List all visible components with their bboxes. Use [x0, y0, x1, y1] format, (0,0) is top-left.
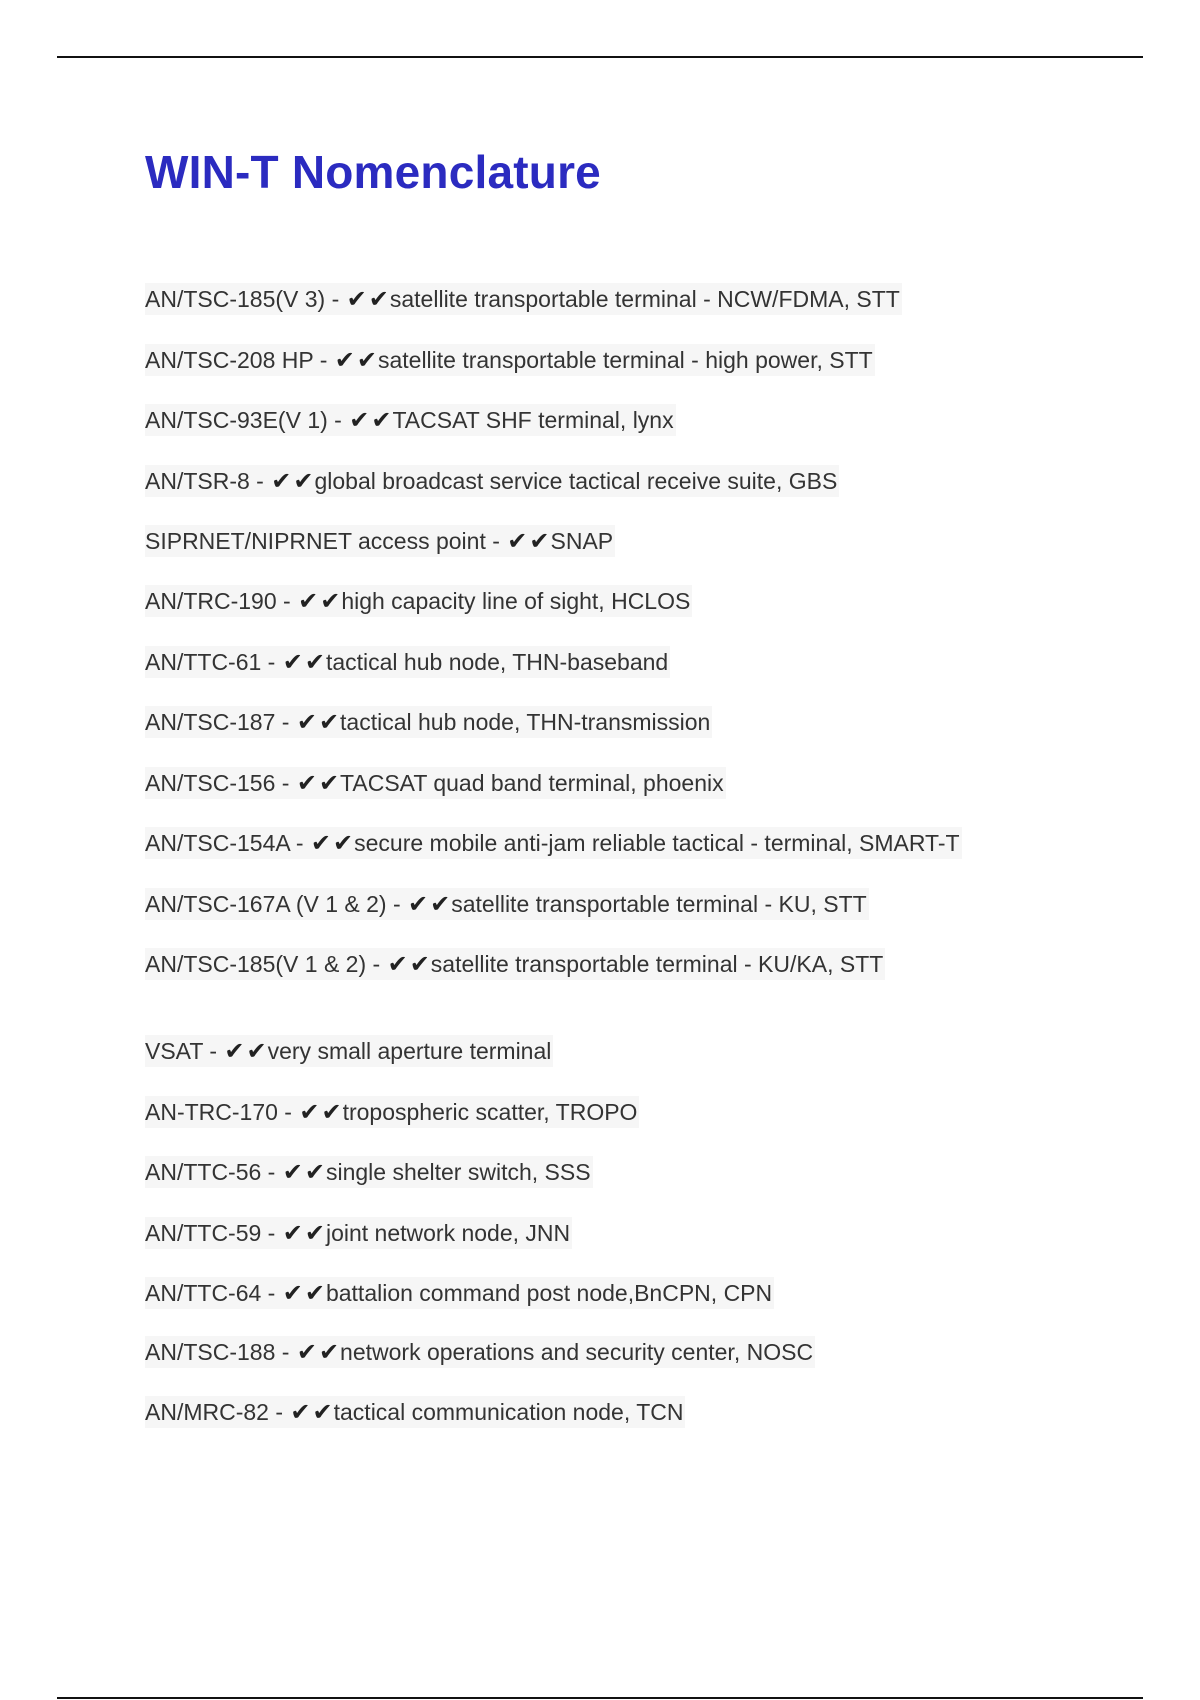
check-icon: ✔ [318, 769, 340, 797]
entry-definition: network operations and security center, NOSC [340, 1339, 814, 1365]
check-icon: ✔ [246, 1037, 267, 1065]
check-icon: ✔ [304, 1219, 325, 1247]
entry-term: AN/TSC-156 - [145, 770, 290, 796]
list-item [145, 1396, 685, 1428]
entry-definition: joint network node, JNN [325, 1220, 571, 1246]
entry-definition: satellite transportable terminal - high power, STT [377, 347, 873, 373]
check-icon: ✔ [371, 406, 392, 434]
check-icon: ✔ [296, 1338, 317, 1366]
check-icon: ✔ [387, 950, 408, 978]
entry-term: AN/MRC-82 - [145, 1399, 284, 1425]
list-item [145, 948, 885, 980]
page-title: WIN-T Nomenclature [145, 146, 601, 198]
entry-definition: TACSAT quad band terminal, phoenix [340, 770, 724, 796]
check-icon: ✔ [318, 1338, 340, 1366]
check-icon: ✔ [298, 587, 319, 615]
check-icon: ✔ [290, 1398, 311, 1426]
entry-term: AN/TSC-185(V 1 & 2) - [145, 951, 381, 977]
entry-term: VSAT - [145, 1038, 217, 1064]
entry-term: AN/TSC-93E(V 1) - [145, 407, 342, 433]
check-icon: ✔ [349, 406, 370, 434]
check-icon: ✔ [296, 769, 317, 797]
entry-term: AN-TRC-170 - [145, 1099, 292, 1125]
check-icon: ✔ [304, 1158, 325, 1186]
entry-term: AN/TSC-154A - [145, 830, 304, 856]
list-item [145, 706, 712, 738]
entry-definition: very small aperture terminal [267, 1038, 552, 1064]
entry-definition: satellite transportable terminal - NCW/FDMA, STT [389, 286, 900, 312]
entry-term: AN/TSC-188 - [145, 1339, 290, 1365]
check-icon: ✔ [282, 1219, 303, 1247]
entry-definition: global broadcast service tactical receive suite, GBS [314, 468, 838, 494]
check-icon: ✔ [296, 708, 317, 736]
list-item [145, 283, 902, 315]
check-icon: ✔ [333, 829, 354, 857]
list-item [145, 1336, 815, 1368]
list-item [145, 646, 670, 678]
list-item [145, 1035, 553, 1067]
list-item [145, 585, 692, 617]
entry-term: AN/TRC-190 - [145, 588, 291, 614]
check-icon: ✔ [224, 1037, 245, 1065]
check-icon: ✔ [408, 890, 429, 918]
check-icon: ✔ [346, 285, 367, 313]
check-icon: ✔ [282, 1279, 303, 1307]
check-icon: ✔ [282, 648, 303, 676]
list-item [145, 1217, 572, 1249]
entry-definition: TACSAT SHF terminal, lynx [392, 407, 674, 433]
entry-term: SIPRNET/NIPRNET access point - [145, 528, 500, 554]
entry-definition: tactical hub node, THN-transmission [340, 709, 711, 735]
entry-term: AN/TTC-64 - [145, 1280, 276, 1306]
entry-term: AN/TTC-56 - [145, 1159, 276, 1185]
entry-definition: satellite transportable terminal - KU, STT [451, 891, 867, 917]
entry-definition: tropospheric scatter, TROPO [342, 1099, 638, 1125]
list-item [145, 888, 869, 920]
entry-term: AN/TTC-61 - [145, 649, 276, 675]
check-icon: ✔ [282, 1158, 303, 1186]
list-item [145, 1156, 593, 1188]
list-item [145, 1096, 639, 1128]
check-icon: ✔ [310, 829, 331, 857]
check-icon: ✔ [271, 467, 292, 495]
bottom-rule [57, 1697, 1143, 1699]
check-icon: ✔ [318, 708, 340, 736]
check-icon: ✔ [334, 346, 355, 374]
check-icon: ✔ [293, 467, 314, 495]
check-icon: ✔ [507, 527, 528, 555]
entry-term: AN/TSC-187 - [145, 709, 290, 735]
entry-definition: satellite transportable terminal - KU/KA, STT [430, 951, 884, 977]
list-item [145, 1277, 774, 1309]
check-icon: ✔ [320, 587, 341, 615]
list-item [145, 404, 676, 436]
entry-term: AN/TSC-208 HP - [145, 347, 328, 373]
entry-term: AN/TTC-59 - [145, 1220, 276, 1246]
entry-term: AN/TSC-167A (V 1 & 2) - [145, 891, 401, 917]
check-icon: ✔ [356, 346, 377, 374]
list-item [145, 465, 839, 497]
check-icon: ✔ [368, 285, 389, 313]
check-icon: ✔ [409, 950, 430, 978]
entry-definition: tactical hub node, THN-baseband [325, 649, 669, 675]
entry-definition: battalion command post node,BnCPN, CPN [325, 1280, 773, 1306]
list-item [145, 344, 875, 376]
check-icon: ✔ [299, 1098, 320, 1126]
entry-definition: tactical communication node, TCN [333, 1399, 684, 1425]
entry-term: AN/TSC-185(V 3) - [145, 286, 340, 312]
check-icon: ✔ [304, 1279, 325, 1307]
list-item [145, 767, 726, 799]
entry-definition: SNAP [550, 528, 614, 554]
check-icon: ✔ [304, 648, 325, 676]
check-icon: ✔ [321, 1098, 342, 1126]
check-icon: ✔ [312, 1398, 333, 1426]
entry-term: AN/TSR-8 - [145, 468, 264, 494]
check-icon: ✔ [529, 527, 550, 555]
entry-definition: secure mobile anti-jam reliable tactical - terminal, SMART-T [354, 830, 960, 856]
list-item [145, 525, 615, 557]
entry-definition: single shelter switch, SSS [325, 1159, 591, 1185]
entry-definition: high capacity line of sight, HCLOS [341, 588, 691, 614]
list-item [145, 827, 962, 859]
check-icon: ✔ [430, 890, 451, 918]
